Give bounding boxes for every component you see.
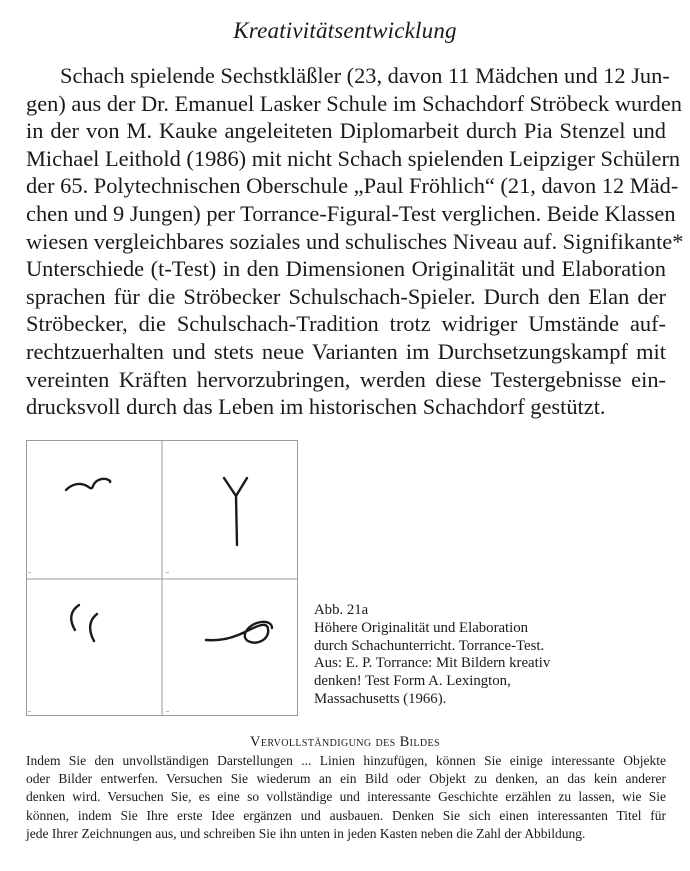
stimulus-y-shape — [224, 478, 247, 545]
box-number-mark — [166, 711, 169, 712]
caption-line: Aus: E. P. Torrance: Mit Bildern kreativ — [314, 655, 551, 672]
body-line: Schach spielende Sechstkläßler (23, davon 11 Mädchen und 12 Jun- — [60, 63, 670, 88]
caption-line: Abb. 21a — [314, 602, 369, 618]
instructions-title: Vervollständigung des Bildes — [249, 734, 440, 750]
caption-line: durch Schachunterricht. Torrance-Test. — [314, 637, 545, 654]
body-line: in der von M. Kauke angeleiteten Diplomarbeit durch Pia Stenzel und — [26, 118, 666, 144]
stimulus-parenthesis-inner — [71, 605, 79, 630]
box-number-mark — [166, 572, 169, 573]
instructions-line: können, indem Sie Ihre erste Idee ergänzen und ausbauen. Denken Sie sich einen interessanten Titel für — [26, 807, 666, 823]
body-line: Michael Leithold (1986) mit nicht Schach spielenden Leipziger Schülern — [26, 145, 681, 171]
figure-caption — [314, 602, 614, 709]
body-paragraph — [26, 62, 684, 421]
box-number-mark — [28, 572, 31, 573]
running-head: Kreativitätsentwicklung — [233, 18, 457, 43]
body-line: Ströbecker, die Schulschach-Tradition trotz widriger Umstände auf- — [26, 311, 666, 337]
caption-line: Höhere Originalität und Elaboration — [314, 619, 529, 636]
instructions-line: denken wird. Versuchen Sie, es eine so vollständige und interessante Geschichte erzählen zu lassen, wie Sie — [26, 789, 666, 805]
torrance-figure-grid — [26, 440, 298, 716]
instructions-body — [26, 752, 666, 843]
body-line: sprachen für die Ströbecker Schulschach-Spieler. Durch den Elan der — [26, 283, 666, 309]
body-line: wiesen vergleichbares soziales und schulisches Niveau auf. Signifikante* — [26, 228, 684, 254]
instructions-line: oder Bilder entwerfen. Versuchen Sie wiederum an ein Bild oder Objekt zu denken, an das kein anderer — [26, 771, 666, 787]
body-line: Unterschiede (t-Test) in den Dimensionen Originalität und Elaboration — [26, 256, 666, 282]
body-line: rechtzuerhalten und stets neue Varianten im Durchsetzungskampf mit — [26, 338, 666, 364]
instructions-line: Indem Sie den unvollständigen Darstellungen ... Linien hinzufügen, können Sie einige interessante Objekte — [26, 753, 666, 768]
box-number-mark — [28, 711, 31, 712]
instructions-line: jede Ihrer Zeichnungen aus, und schreiben Sie ihn unten in jeden Kasten neben die Zahl der Abbildung. — [26, 825, 586, 841]
body-line: vereinten Kräften hervorzubringen, werden diese Testergebnisse ein- — [26, 366, 666, 392]
stimulus-parenthesis-outer — [90, 614, 97, 641]
stimulus-arc-curve — [66, 479, 110, 490]
body-line: gen) aus der Dr. Emanuel Lasker Schule im Schachdorf Ströbeck wurden — [26, 90, 682, 116]
stimulus-spiral-curve — [206, 622, 272, 643]
body-line: drucksvoll durch das Leben im historischen Schachdorf gestützt. — [26, 394, 606, 420]
caption-line: denken! Test Form A. Lexington, — [314, 673, 511, 690]
caption-line: Massachusetts (1966). — [314, 690, 447, 707]
figure-drawing — [26, 440, 298, 716]
body-line: der 65. Polytechnischen Oberschule „Paul Fröhlich“ (21, davon 12 Mäd- — [26, 173, 679, 199]
body-line: chen und 9 Jungen) per Torrance-Figural-Test verglichen. Beide Klassen — [26, 200, 676, 226]
